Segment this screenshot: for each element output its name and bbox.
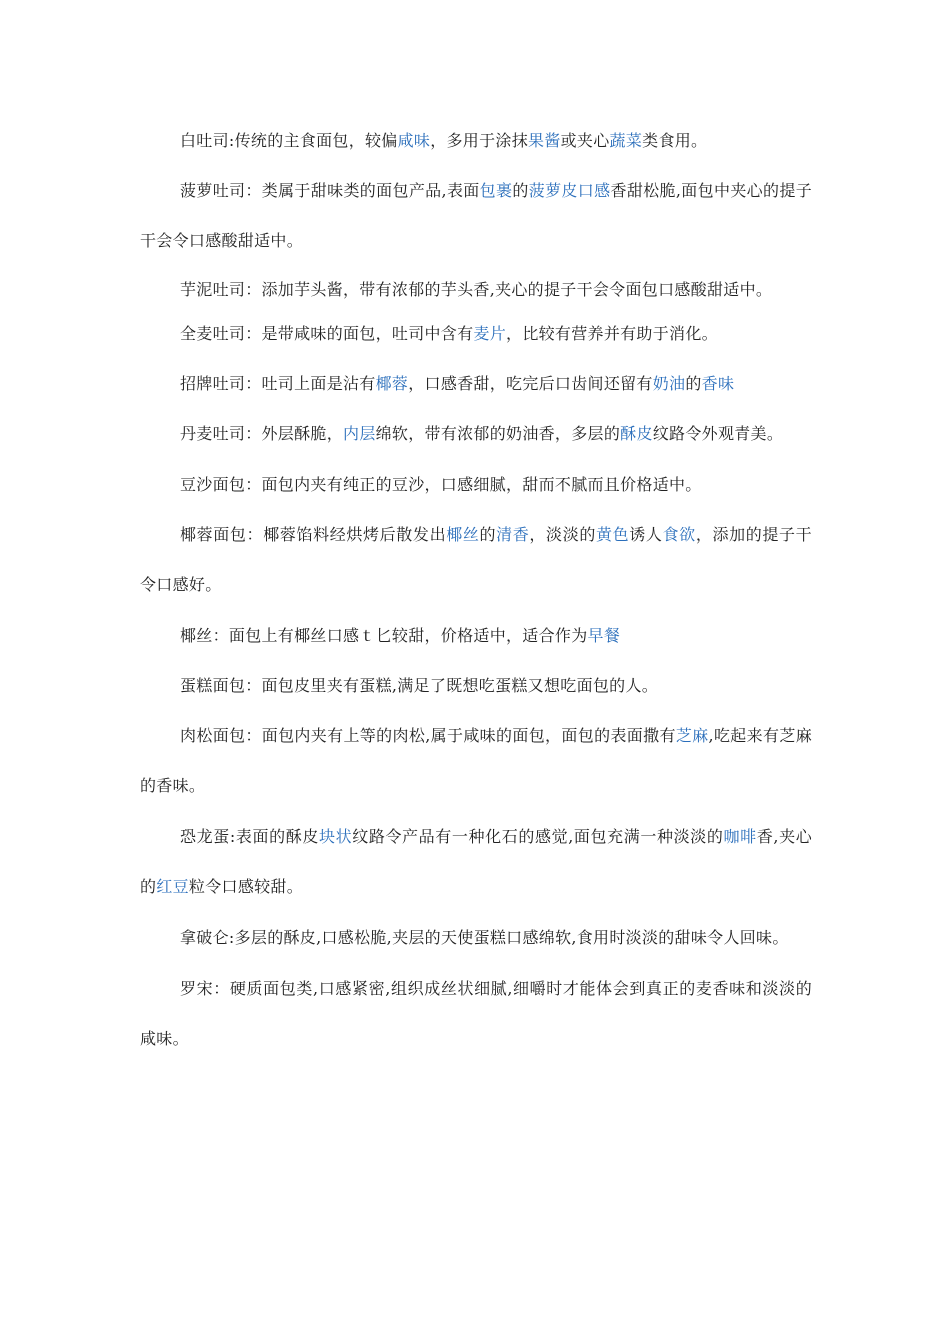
paragraph xyxy=(140,472,812,497)
paragraph xyxy=(140,371,812,396)
paragraph-text: 香,夹心的 xyxy=(140,827,812,896)
paragraph xyxy=(140,964,812,1064)
paragraph-text: 恐龙蛋:表面的酥皮 xyxy=(180,827,319,846)
term-link[interactable]: 蔬菜 xyxy=(609,131,643,150)
paragraph-text: 绵软，带有浓郁的奶油香，多层的 xyxy=(375,424,621,443)
paragraph-text: 类食用。 xyxy=(642,131,708,150)
term-link[interactable]: 早餐 xyxy=(587,626,621,645)
paragraph-text: 豆沙面包：面包内夹有纯正的豆沙，口感细腻，甜而不腻而且价格适中。 xyxy=(180,475,702,494)
term-link[interactable]: 块状 xyxy=(318,827,353,846)
term-link[interactable]: 红豆 xyxy=(156,877,189,896)
paragraph-text: 的 xyxy=(685,374,702,393)
document-body xyxy=(140,128,812,1077)
paragraph-text: 肉松面包：面包内夹有上等的肉松,属于咸味的面包，面包的表面撒有 xyxy=(180,726,676,745)
paragraph-text: ,吃起来有芝麻的香味。 xyxy=(140,726,812,795)
paragraph-text: 的 xyxy=(479,525,497,544)
term-link[interactable]: 麦片 xyxy=(473,324,507,343)
term-link[interactable]: 咖啡 xyxy=(723,827,757,846)
paragraph-text: ，比较有营养并有助于消化。 xyxy=(506,324,718,343)
paragraph xyxy=(140,279,812,301)
paragraph-text: 粒令口感较甜。 xyxy=(188,877,304,896)
paragraph-text: 纹路令外观青美。 xyxy=(652,424,784,443)
paragraph-text: 菠萝吐司：类属于甜味类的面包产品,表面 xyxy=(180,181,480,200)
term-link[interactable]: 清香 xyxy=(496,525,530,544)
paragraph-text: 或夹心 xyxy=(560,131,610,150)
term-link[interactable]: 酥皮 xyxy=(620,424,653,443)
term-link[interactable]: 食欲 xyxy=(662,525,696,544)
term-link[interactable]: 椰蓉 xyxy=(375,374,409,393)
paragraph xyxy=(140,409,812,459)
paragraph xyxy=(140,812,812,912)
paragraph-text: 芋泥吐司：添加芋头酱，带有浓郁的芋头香,夹心的提子干会令面包口感酸甜适中。 xyxy=(180,280,773,299)
paragraph-text: 的 xyxy=(512,181,529,200)
term-link[interactable]: 口感 xyxy=(577,181,611,200)
paragraph xyxy=(140,166,812,266)
paragraph-text: 拿破仑:多层的酥皮,口感松脆,夹层的天使蛋糕口感绵软,食用时淡淡的甜味令人回味。 xyxy=(180,928,789,947)
term-link[interactable]: 包裹 xyxy=(479,181,513,200)
paragraph-text: 全麦吐司：是带咸味的面包，吐司中含有 xyxy=(180,324,474,343)
paragraph xyxy=(140,128,812,153)
paragraph-text: ，添加的提子干令口感好。 xyxy=(140,525,812,594)
paragraph xyxy=(140,913,812,963)
paragraph-text: ，淡淡的 xyxy=(529,525,596,544)
term-link[interactable]: 果酱 xyxy=(528,131,561,150)
term-link[interactable]: 菠萝皮 xyxy=(528,181,578,200)
paragraph xyxy=(140,321,812,346)
term-link[interactable]: 香味 xyxy=(701,374,735,393)
paragraph-text: ，多用于涂抹 xyxy=(430,131,529,150)
paragraph-text: 椰丝：面包上有椰丝口感ｔ匕较甜，价格适中，适合作为 xyxy=(180,626,588,645)
paragraph xyxy=(140,623,812,648)
term-link[interactable]: 咸味 xyxy=(397,131,431,150)
paragraph-text: 丹麦吐司：外层酥脆， xyxy=(180,424,344,443)
paragraph-text: 纹路令产品有一种化石的感觉,面包充满一种淡淡的 xyxy=(352,827,724,846)
paragraph-text: 椰蓉面包：椰蓉馅料经烘烤后散发出 xyxy=(180,525,447,544)
paragraph-text: 蛋糕面包：面包皮里夹有蛋糕,满足了既想吃蛋糕又想吃面包的人。 xyxy=(180,676,659,695)
term-link[interactable]: 椰丝 xyxy=(446,525,480,544)
paragraph xyxy=(140,711,812,811)
term-link[interactable]: 内层 xyxy=(343,424,376,443)
term-link[interactable]: 芝麻 xyxy=(675,726,709,745)
paragraph-text: 香甜松脆,面包中夹心的提子干会令口感酸甜适中。 xyxy=(140,181,812,250)
paragraph xyxy=(140,510,812,610)
paragraph-text: ，口感香甜，吃完后口齿间还留有 xyxy=(408,374,653,393)
paragraph xyxy=(140,673,812,698)
term-link[interactable]: 黄色 xyxy=(595,525,630,544)
term-link[interactable]: 奶油 xyxy=(652,374,686,393)
paragraph-text: 诱人 xyxy=(629,525,663,544)
paragraph-text: 白吐司:传统的主食面包，较偏 xyxy=(180,131,398,150)
paragraph-text: 罗宋：硬质面包类,口感紧密,组织成丝状细腻,细嚼时才能体会到真正的麦香味和淡淡的咸味。 xyxy=(140,979,812,1048)
paragraph-text: 招牌吐司：吐司上面是沾有 xyxy=(180,374,376,393)
